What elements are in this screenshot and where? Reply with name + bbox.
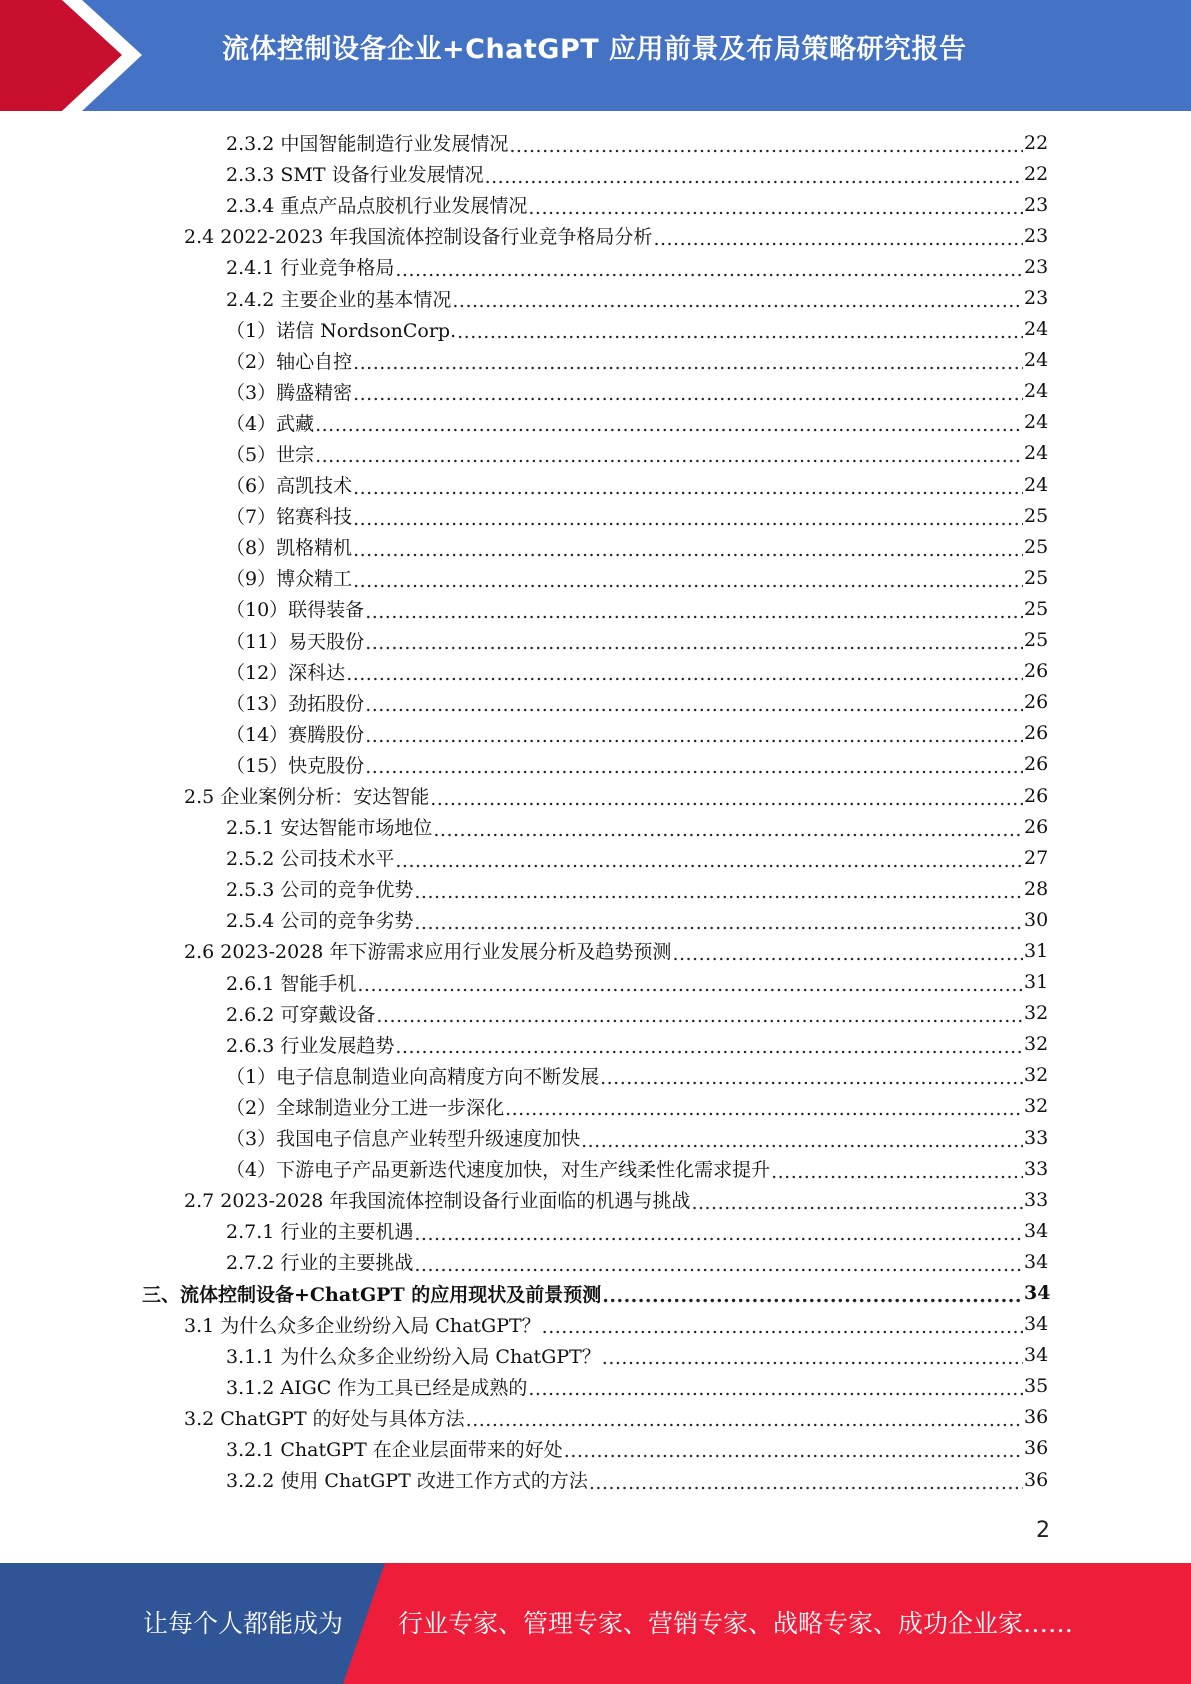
toc-dot-leader	[414, 881, 1023, 903]
toc-entry-title: 2.4.1 行业竞争格局	[226, 257, 395, 280]
toc-dot-leader	[581, 1130, 1023, 1152]
toc-entry-page: 26	[1024, 815, 1049, 838]
toc-entry-page: 36	[1024, 1437, 1049, 1460]
toc-entry-title: 2.5.1 安达智能市场地位	[226, 817, 433, 840]
toc-dot-leader	[365, 694, 1023, 716]
toc-entry-title: （15）快克股份	[226, 754, 365, 777]
toc-entry[interactable]	[0, 1215, 1191, 1246]
toc-entry-title: （11）易天股份	[226, 630, 365, 653]
toc-entry[interactable]	[0, 873, 1191, 904]
toc-entry[interactable]	[0, 127, 1191, 158]
toc-entry-page: 24	[1024, 442, 1049, 465]
toc-entry[interactable]	[0, 407, 1191, 438]
toc-dot-leader	[353, 383, 1023, 405]
toc-entry-title: （6）高凯技术	[226, 475, 353, 498]
toc-entry-page: 25	[1024, 629, 1049, 652]
toc-entry-title: 2.4.2 主要企业的基本情况	[226, 288, 452, 311]
toc-entry-title: 3.1.2 AIGC 作为工具已经是成熟的	[226, 1376, 528, 1399]
toc-entry[interactable]	[0, 1371, 1191, 1402]
toc-dot-leader	[771, 1161, 1023, 1183]
footer-banner	[0, 1563, 1191, 1684]
toc-entry-page: 24	[1024, 473, 1049, 496]
report-header-banner	[0, 0, 1191, 111]
toc-entry-page: 34	[1024, 1282, 1051, 1305]
toc-dot-leader	[691, 1192, 1023, 1214]
toc-entry-title: 2.6.1 智能手机	[226, 972, 357, 995]
toc-entry-title: （10）联得装备	[226, 599, 365, 622]
toc-entry-title: 2.7 2023-2028 年我国流体控制设备行业面临的机遇与挑战	[184, 1190, 691, 1213]
toc-entry[interactable]	[0, 500, 1191, 531]
toc-entry-title: 2.6.2 可穿戴设备	[226, 1003, 376, 1026]
toc-dot-leader	[395, 1036, 1023, 1058]
toc-entry-title: 2.3.2 中国智能制造行业发展情况	[226, 133, 509, 156]
toc-entry-page: 31	[1024, 971, 1049, 994]
toc-entry-page: 28	[1024, 877, 1049, 900]
toc-dot-leader	[315, 414, 1023, 436]
toc-entry-title: （1）电子信息制造业向高精度方向不断发展	[226, 1065, 600, 1088]
toc-entry-title: 2.4 2022-2023 年我国流体控制设备行业竞争格局分析	[184, 226, 653, 249]
toc-entry-title: 3.1.1 为什么众多企业纷纷入局 ChatGPT？	[226, 1345, 601, 1368]
toc-dot-leader	[414, 1223, 1023, 1245]
toc-entry-title: 2.5.2 公司技术水平	[226, 848, 395, 871]
toc-entry-page: 32	[1024, 1095, 1049, 1118]
toc-entry-page: 25	[1024, 504, 1049, 527]
toc-entry[interactable]	[0, 1340, 1191, 1371]
toc-entry[interactable]	[0, 1184, 1191, 1215]
toc-entry[interactable]	[0, 282, 1191, 313]
report-title: 流体控制设备企业+ChatGPT 应用前景及布局策略研究报告	[222, 34, 967, 65]
toc-entry[interactable]	[0, 562, 1191, 593]
toc-dot-leader	[653, 228, 1023, 250]
toc-entry-title: （3）我国电子信息产业转型升级速度加快	[226, 1128, 581, 1151]
toc-entry[interactable]	[0, 1091, 1191, 1122]
toc-entry-title: （2）全球制造业分工进一步深化	[226, 1096, 505, 1119]
toc-entry-page: 23	[1024, 255, 1049, 278]
toc-entry-page: 24	[1024, 380, 1049, 403]
toc-entry-title: （3）腾盛精密	[226, 381, 353, 404]
toc-entry[interactable]	[0, 251, 1191, 282]
toc-entry-page: 23	[1024, 193, 1049, 216]
toc-entry[interactable]	[0, 469, 1191, 500]
toc-dot-leader	[466, 1409, 1023, 1431]
toc-entry-title: （8）凯格精机	[226, 537, 353, 560]
toc-dot-leader	[353, 539, 1023, 561]
toc-dot-leader	[430, 788, 1023, 810]
toc-dot-leader	[452, 290, 1023, 312]
toc-dot-leader	[485, 166, 1023, 188]
toc-entry-title: （1）诺信 NordsonCorp.	[226, 319, 457, 342]
toc-entry-page: 34	[1024, 1219, 1049, 1242]
toc-entry-page: 25	[1024, 566, 1049, 589]
toc-entry-title: （7）铭赛科技	[226, 506, 353, 529]
toc-entry-title: （13）劲拓股份	[226, 692, 365, 715]
toc-dot-leader	[602, 1285, 1023, 1307]
toc-dot-leader	[600, 1067, 1023, 1089]
toc-entry[interactable]	[0, 1277, 1191, 1308]
table-of-contents	[0, 127, 1191, 1495]
toc-dot-leader	[353, 352, 1023, 374]
toc-entry-page: 34	[1024, 1344, 1049, 1367]
toc-entry-page: 32	[1024, 1033, 1049, 1056]
toc-entry-title: 2.7.2 行业的主要挑战	[226, 1252, 414, 1275]
toc-dot-leader	[395, 850, 1023, 872]
toc-entry[interactable]	[0, 935, 1191, 966]
toc-entry-page: 35	[1024, 1375, 1049, 1398]
toc-entry-page: 31	[1024, 939, 1049, 962]
toc-dot-leader	[315, 445, 1023, 467]
toc-entry[interactable]	[0, 842, 1191, 873]
toc-entry[interactable]	[0, 593, 1191, 624]
toc-entry-title: （9）博众精工	[226, 568, 353, 591]
toc-entry-title: 2.7.1 行业的主要机遇	[226, 1221, 414, 1244]
toc-entry-title: （12）深科达	[226, 661, 346, 684]
toc-entry-title: 2.5.4 公司的竞争劣势	[226, 910, 414, 933]
toc-dot-leader	[672, 943, 1023, 965]
toc-entry[interactable]	[0, 1433, 1191, 1464]
toc-dot-leader	[505, 1098, 1023, 1120]
toc-entry[interactable]	[0, 625, 1191, 656]
toc-entry-page: 32	[1024, 1064, 1049, 1087]
toc-entry[interactable]	[0, 718, 1191, 749]
toc-dot-leader	[589, 1472, 1023, 1494]
toc-entry-page: 25	[1024, 535, 1049, 558]
toc-dot-leader	[357, 974, 1023, 996]
toc-entry-title: 3.1 为什么众多企业纷纷入局 ChatGPT？	[184, 1314, 541, 1337]
toc-entry-title: 2.5 企业案例分析：安达智能	[184, 786, 430, 809]
toc-dot-leader	[433, 819, 1023, 841]
toc-entry[interactable]	[0, 904, 1191, 935]
toc-entry[interactable]	[0, 438, 1191, 469]
toc-dot-leader	[353, 508, 1023, 530]
toc-entry-page: 33	[1024, 1157, 1049, 1180]
toc-entry[interactable]	[0, 811, 1191, 842]
toc-entry[interactable]	[0, 314, 1191, 345]
toc-entry-title: （4）武藏	[226, 412, 315, 435]
toc-entry[interactable]	[0, 220, 1191, 251]
toc-entry-page: 26	[1024, 691, 1049, 714]
toc-entry-page: 36	[1024, 1406, 1049, 1429]
toc-entry-page: 26	[1024, 753, 1049, 776]
toc-entry[interactable]	[0, 967, 1191, 998]
toc-dot-leader	[414, 1254, 1023, 1276]
toc-entry[interactable]	[0, 1153, 1191, 1184]
toc-entry-page: 23	[1024, 224, 1049, 247]
toc-entry-title: （2）轴心自控	[226, 350, 353, 373]
toc-entry[interactable]	[0, 749, 1191, 780]
toc-dot-leader	[457, 321, 1023, 343]
toc-dot-leader	[365, 725, 1023, 747]
toc-entry-title: 3.2.2 使用 ChatGPT 改进工作方式的方法	[226, 1470, 588, 1493]
toc-entry[interactable]	[0, 189, 1191, 220]
toc-entry-title: 2.6 2023-2028 年下游需求应用行业发展分析及趋势预测	[184, 941, 672, 964]
toc-entry-page: 24	[1024, 318, 1049, 341]
toc-dot-leader	[353, 477, 1023, 499]
toc-dot-leader	[542, 1316, 1023, 1338]
toc-entry-page: 30	[1024, 908, 1049, 931]
toc-entry-page: 33	[1024, 1126, 1049, 1149]
toc-entry-page: 22	[1024, 131, 1049, 154]
toc-entry[interactable]	[0, 656, 1191, 687]
toc-dot-leader	[376, 1005, 1023, 1027]
toc-entry-page: 34	[1024, 1250, 1049, 1273]
toc-dot-leader	[509, 135, 1023, 157]
toc-entry-page: 34	[1024, 1313, 1049, 1336]
toc-entry-title: 2.5.3 公司的竞争优势	[226, 879, 414, 902]
toc-dot-leader	[414, 912, 1023, 934]
toc-entry[interactable]	[0, 998, 1191, 1029]
toc-dot-leader	[602, 1347, 1023, 1369]
toc-dot-leader	[365, 601, 1023, 623]
toc-entry-page: 26	[1024, 784, 1049, 807]
toc-entry-title: （5）世宗	[226, 443, 315, 466]
header-arrow-decoration	[0, 0, 150, 111]
footer-slogan-right: 行业专家、管理专家、营销专家、战略专家、成功企业家……	[398, 1609, 1074, 1638]
toc-entry-page: 26	[1024, 660, 1049, 683]
toc-dot-leader	[528, 1378, 1023, 1400]
toc-entry[interactable]	[0, 1402, 1191, 1433]
toc-dot-leader	[365, 632, 1023, 654]
toc-entry[interactable]	[0, 1464, 1191, 1495]
toc-entry-title: （4）下游电子产品更新迭代速度加快，对生产线柔性化需求提升	[226, 1159, 771, 1182]
toc-dot-leader	[564, 1440, 1023, 1462]
toc-dot-leader	[346, 663, 1023, 685]
toc-entry-page: 32	[1024, 1002, 1049, 1025]
toc-dot-leader	[528, 197, 1023, 219]
toc-dot-leader	[365, 756, 1023, 778]
toc-entry-title: 三、流体控制设备+ChatGPT 的应用现状及前景预测	[142, 1283, 602, 1306]
page-number: 2	[1036, 1518, 1050, 1543]
toc-dot-leader	[353, 570, 1023, 592]
toc-entry[interactable]	[0, 1309, 1191, 1340]
toc-entry[interactable]	[0, 376, 1191, 407]
toc-entry-page: 22	[1024, 162, 1049, 185]
footer-slogan-left: 让每个人都能成为	[143, 1609, 344, 1638]
toc-entry-page: 24	[1024, 411, 1049, 434]
toc-entry[interactable]	[0, 687, 1191, 718]
toc-entry[interactable]	[0, 1122, 1191, 1153]
toc-entry-title: 2.3.4 重点产品点胶机行业发展情况	[226, 195, 528, 218]
toc-entry-title: 2.3.3 SMT 设备行业发展情况	[226, 164, 484, 187]
toc-dot-leader	[395, 259, 1023, 281]
toc-entry-page: 36	[1024, 1468, 1049, 1491]
toc-entry[interactable]	[0, 780, 1191, 811]
toc-entry-page: 24	[1024, 349, 1049, 372]
toc-entry-title: 2.6.3 行业发展趋势	[226, 1034, 395, 1057]
toc-entry-title: （14）赛腾股份	[226, 723, 365, 746]
toc-entry[interactable]	[0, 158, 1191, 189]
toc-entry-page: 33	[1024, 1188, 1049, 1211]
toc-entry[interactable]	[0, 345, 1191, 376]
toc-entry-page: 27	[1024, 846, 1049, 869]
toc-entry[interactable]	[0, 1060, 1191, 1091]
toc-entry-page: 23	[1024, 287, 1049, 310]
toc-entry[interactable]	[0, 531, 1191, 562]
toc-entry-title: 3.2 ChatGPT 的好处与具体方法	[184, 1407, 465, 1430]
toc-entry[interactable]	[0, 1029, 1191, 1060]
toc-entry-title: 3.2.1 ChatGPT 在企业层面带来的好处	[226, 1438, 563, 1461]
toc-entry-page: 26	[1024, 722, 1049, 745]
toc-entry-page: 25	[1024, 597, 1049, 620]
toc-entry[interactable]	[0, 1246, 1191, 1277]
